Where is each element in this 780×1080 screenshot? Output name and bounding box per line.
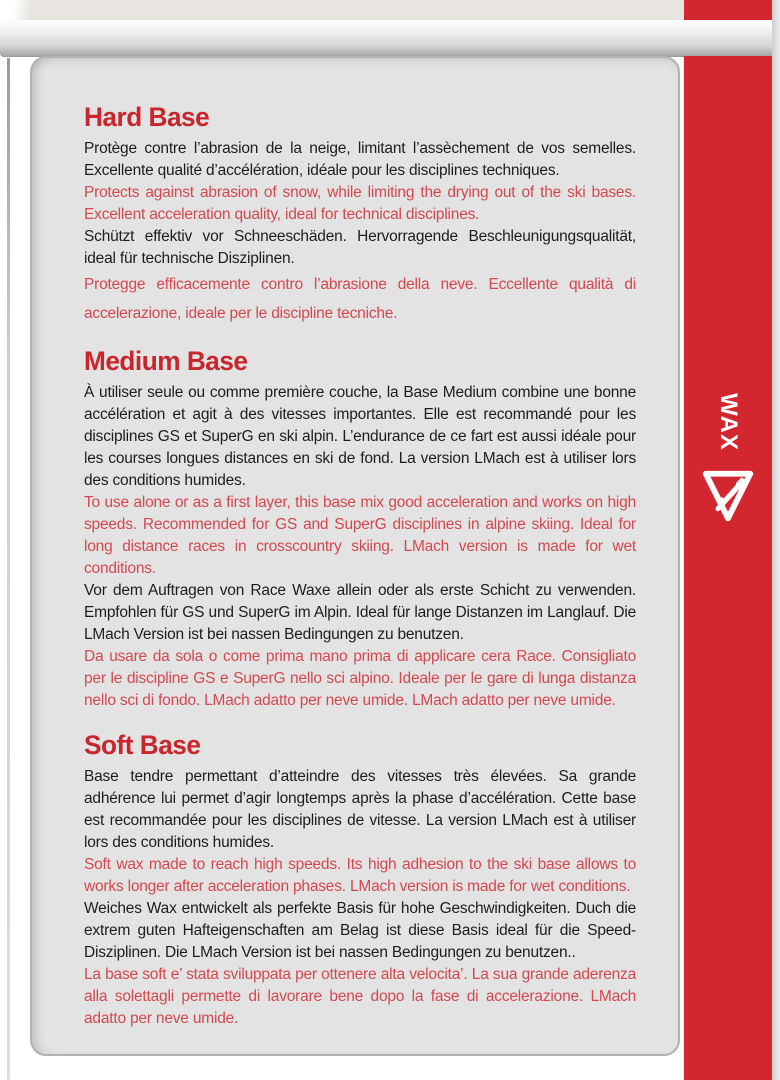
paragraph-soft-base-en: Soft wax made to reach high speeds. Its high adhesion to the ski base allows to works longer after acceleration phases. LMach version is made for wet conditions. <box>84 856 636 895</box>
page-curl-edge <box>0 20 780 57</box>
paragraph-medium-base-en: To use alone or as a first layer, this base mix good acceleration and works on high speeds. Recommended for GS and SuperG disciplines in alpine skiing. Ideal for long distance races in crosscountry skiing. LMach version is made for wet conditions. <box>84 494 636 577</box>
paragraph-soft-base-it: La base soft e’ stata sviluppata per ottenere alta velocita’. La sua grande aderenza alla solettagli permette di lavorare bene dopo la fase di accelerazione. LMach adatto per neve umide. <box>84 966 636 1027</box>
paragraph-hard-base-fr: Protège contre l’abrasion de la neige, limitant l’assèchement de vos semelles. Excellente qualité d’accélération, idéale pour les disciplines techniques. <box>84 140 636 179</box>
paragraph-medium-base-it: Da usare da sola o come prima mano prima di applicare cera Race. Consigliato per le discipline GS e SuperG nello sci alpino. Ideale per le gare di lunga distanza nello sci di fondo. LMach adatto per neve umide. LMach adatto per neve umide. <box>84 648 636 709</box>
section-hard-base <box>84 102 636 328</box>
paragraph-hard-base-de: Schützt effektiv vor Schneeschäden. Hervorragende Beschleunigungsqualität, ideal für technische Disziplinen. <box>84 228 636 267</box>
wax-side-tab <box>684 56 772 1080</box>
left-page-edge-line <box>7 58 10 1080</box>
paragraph-soft-base-fr: Base tendre permettant d’atteindre des vitesses très élevées. Sa grande adhérence lui permet d’agir longtemps après la phase d’accélération. Cette base est recommandée pour les disciplines de vitesse. La version LMach est à utiliser lors des conditions humides. <box>84 768 636 851</box>
section-medium-base <box>84 346 636 712</box>
wax-tab-label-wrap <box>684 386 772 458</box>
paragraph-soft-base-de: Weiches Wax entwickelt als perfekte Basis für hohe Geschwindigkeiten. Duch die extrem guten Hafteigenschaften am Belag ist diese Basis ideal für die Speed-Disziplinen. Die LMach Version ist bei nassen Bedingungen zu benutzen.. <box>84 900 636 961</box>
paragraph-medium-base-de: Vor dem Auftragen von Race Waxe allein oder als erste Schicht zu verwenden. Empfohlen für GS und SuperG im Alpin. Ideal für lange Distanzen im Langlauf. Die LMach Version ist bei nassen Bedingungen zu benutzen. <box>84 582 636 643</box>
content-panel <box>30 56 680 1056</box>
paragraph-hard-base-it: Protegge efficacemente contro l’abrasione della neve. Eccellente qualità di accelerazione, ideale per le discipline tecniche. <box>84 276 636 322</box>
paragraph-medium-base-fr: À utiliser seule ou comme première couche, la Base Medium combine une bonne accélération et agit à des vitesses importantes. Elle est recommandé pour les disciplines GS et SuperG en ski alpin. L’endurance de ce fart est aussi idéale pour les courses longues distances en ski de fond. La version LMach est à utiliser lors des conditions humides. <box>84 384 636 489</box>
section-soft-base <box>84 730 636 1030</box>
wax-iron-shield-icon <box>697 465 759 527</box>
paragraph-hard-base-en: Protects against abrasion of snow, while limiting the drying out of the ski bases. Excellent acceleration quality, ideal for technical disciplines. <box>84 184 636 223</box>
section-title-hard-base: Hard Base <box>84 102 210 132</box>
section-title-medium-base: Medium Base <box>84 346 248 376</box>
right-page-edge-line <box>772 0 780 1080</box>
wax-icon-wrap <box>684 460 772 532</box>
section-title-soft-base: Soft Base <box>84 730 201 760</box>
wax-tab-label: WAX <box>714 393 742 451</box>
